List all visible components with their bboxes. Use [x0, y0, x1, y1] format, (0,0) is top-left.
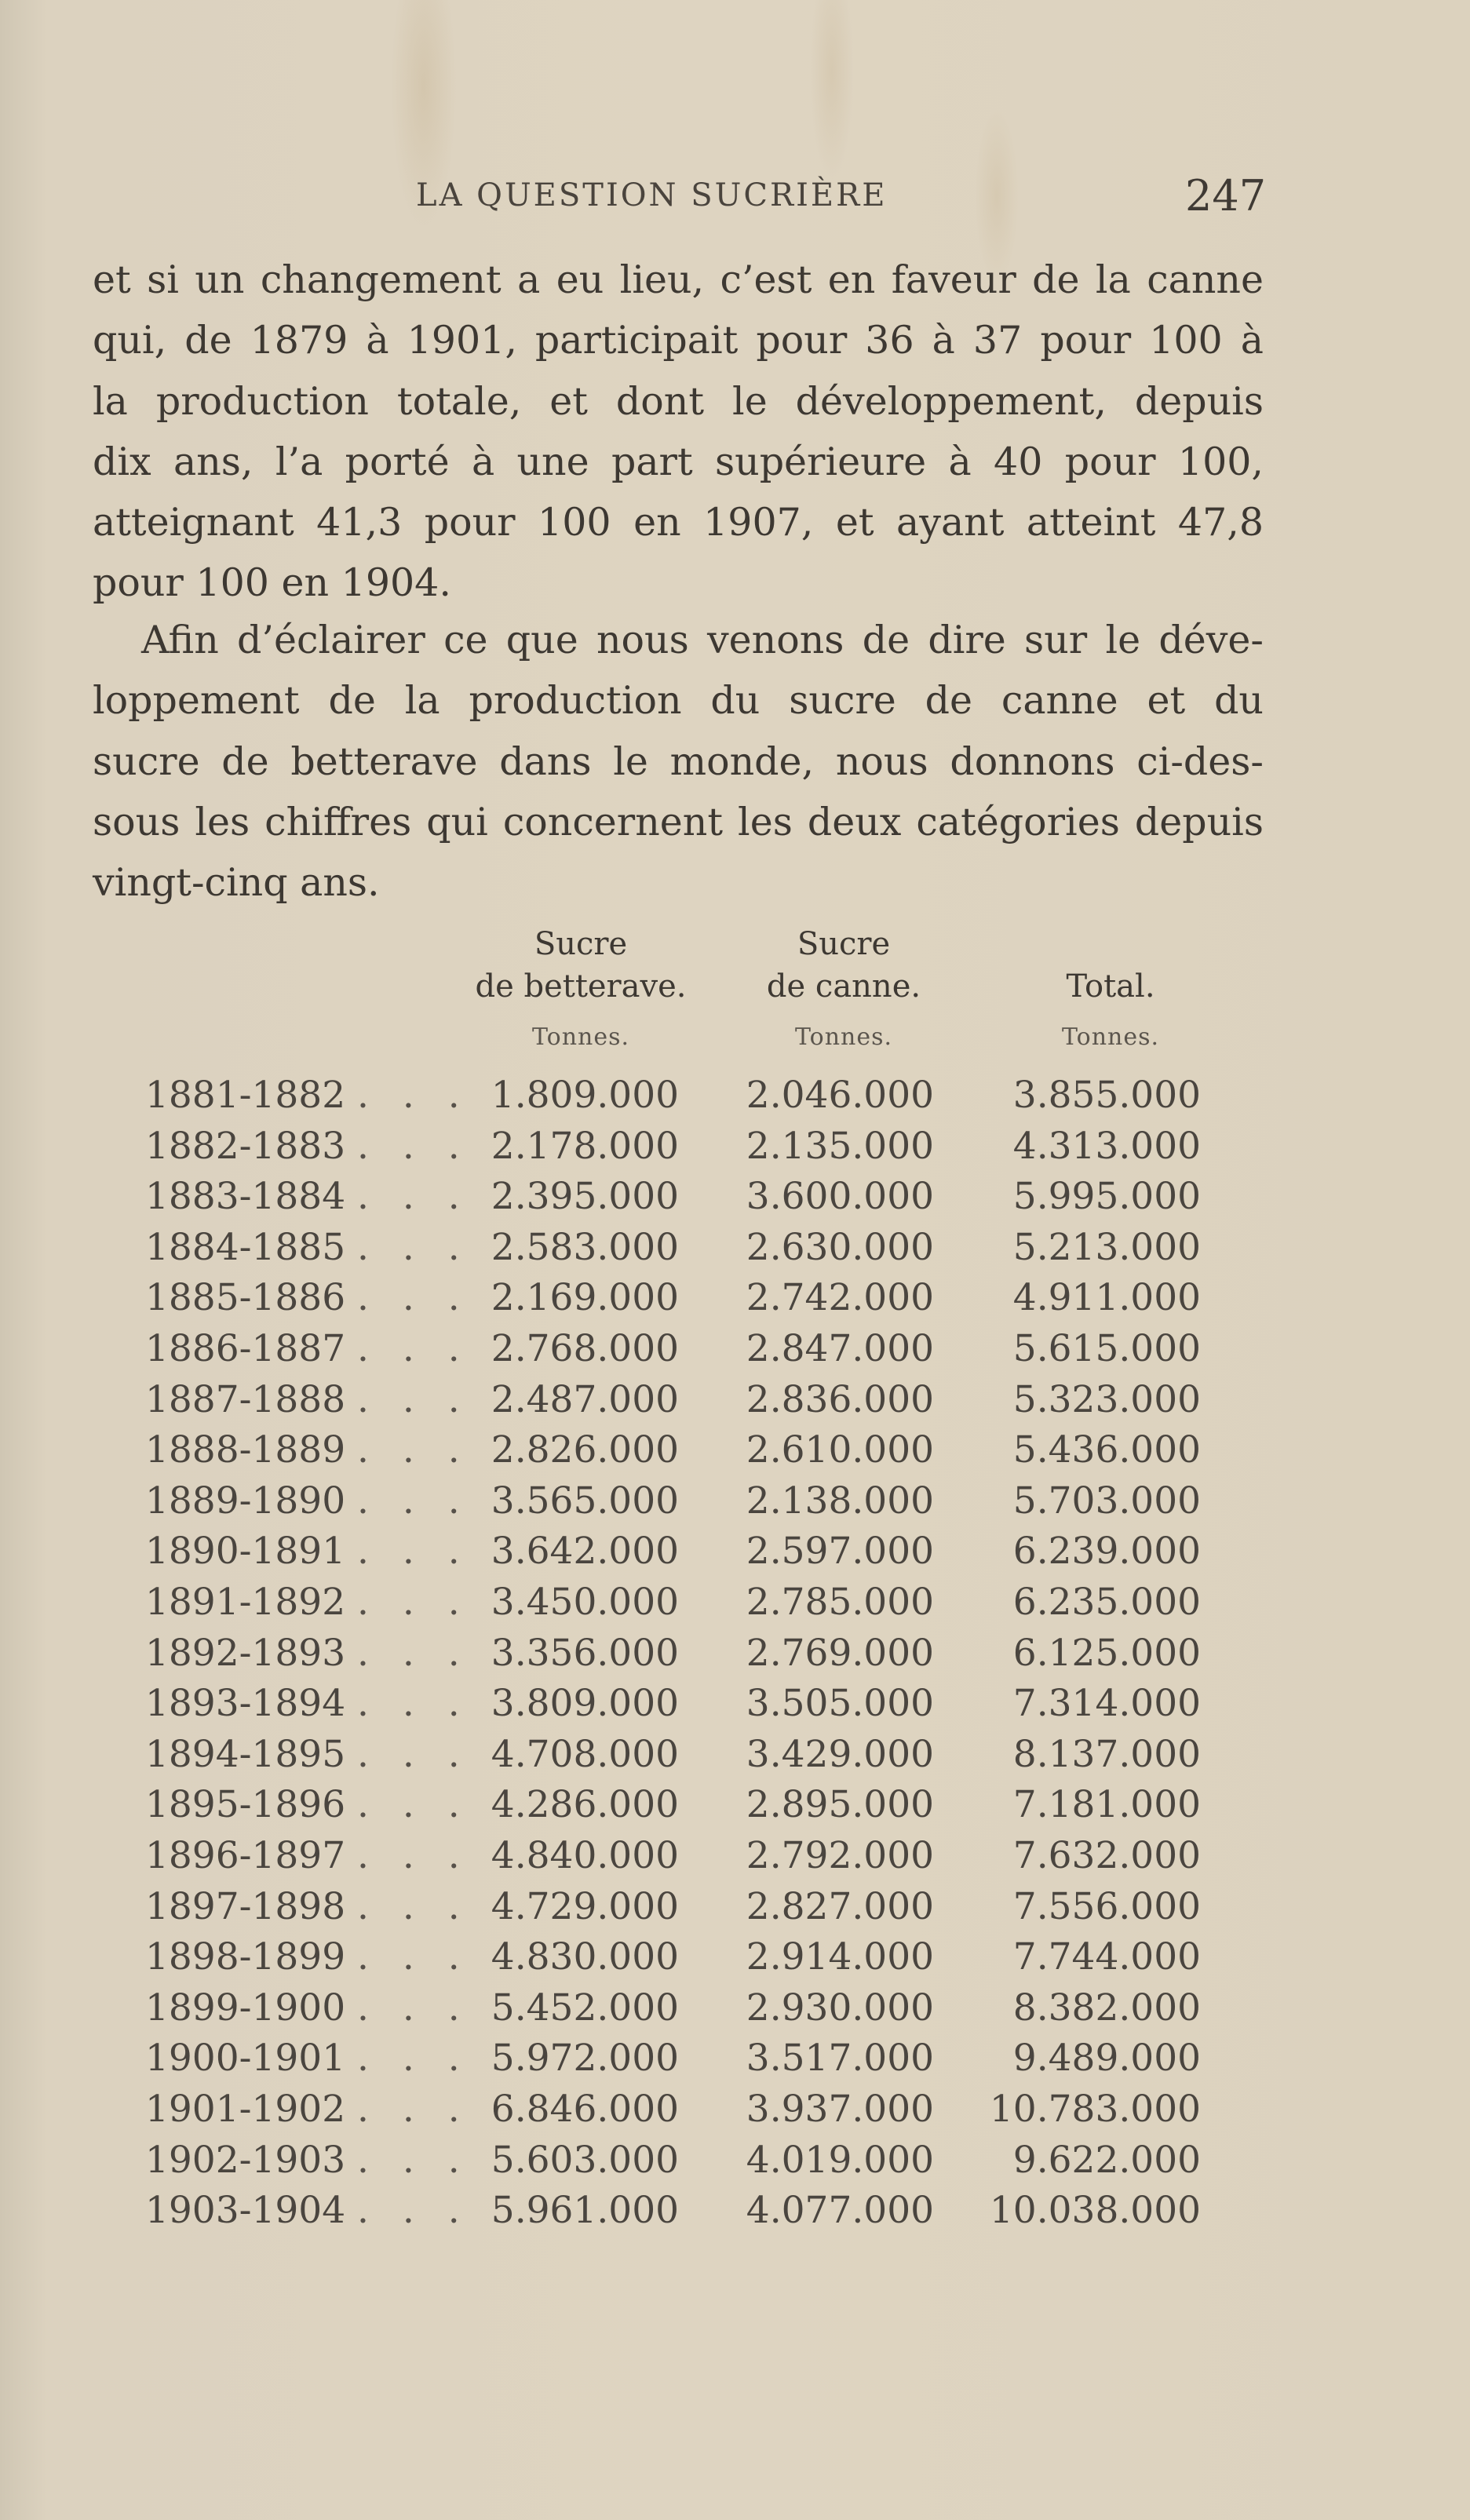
cane-sugar-cell: 2.610.000 [746, 1428, 934, 1472]
cane-sugar-cell: 2.895.000 [746, 1783, 934, 1827]
text-line: et si un changement a eu lieu, c’est en faveur de la canne [93, 257, 1264, 302]
leader-dots: . . . [357, 1124, 471, 1168]
table-row [0, 1175, 1470, 1225]
header-cane-unit: Tonnes. [794, 1023, 893, 1051]
total-cell: 7.181.000 [1012, 1783, 1201, 1827]
period-cell: 1882-1883 [145, 1124, 346, 1168]
total-cell: 7.632.000 [1012, 1834, 1201, 1877]
period-cell: 1885-1886 [145, 1276, 346, 1320]
paragraph-1 [93, 250, 1264, 614]
total-cell: 5.703.000 [1012, 1479, 1201, 1523]
paragraph-2 [93, 610, 1264, 913]
period-cell: 1881-1882 [145, 1074, 346, 1117]
cane-sugar-cell: 3.429.000 [746, 1732, 934, 1776]
header-cane-line2: de canne. [766, 968, 921, 1005]
beet-sugar-cell: 5.972.000 [491, 2037, 679, 2081]
period-cell: 1891-1892 [145, 1581, 346, 1624]
cane-sugar-cell: 4.019.000 [746, 2138, 934, 2182]
text-line: dix ans, l’a porté à une part supérieure à 40 pour 100, [93, 439, 1264, 484]
total-cell: 6.235.000 [1012, 1581, 1201, 1624]
leader-dots: . . . [357, 1074, 471, 1117]
cane-sugar-cell: 2.785.000 [746, 1581, 934, 1624]
cane-sugar-cell: 2.827.000 [746, 1884, 934, 1928]
cane-sugar-cell: 2.847.000 [746, 1327, 934, 1370]
period-cell: 1887-1888 [145, 1377, 346, 1421]
beet-sugar-cell: 3.450.000 [491, 1581, 679, 1624]
table-row [0, 1834, 1470, 1884]
page-number: 247 [1185, 171, 1267, 221]
table-row [0, 1074, 1470, 1124]
table-row [0, 1733, 1470, 1783]
period-cell: 1897-1898 [145, 1884, 346, 1928]
leader-dots: . . . [357, 1935, 471, 1979]
period-cell: 1899-1900 [145, 1986, 346, 2029]
beet-sugar-cell: 4.840.000 [491, 1834, 679, 1877]
cane-sugar-cell: 2.138.000 [746, 1479, 934, 1523]
cane-sugar-cell: 2.914.000 [746, 1935, 934, 1979]
total-cell: 7.556.000 [1012, 1884, 1201, 1928]
header-beet-unit: Tonnes. [531, 1023, 630, 1051]
period-cell: 1903-1904 [145, 2189, 346, 2233]
leader-dots: . . . [357, 1834, 471, 1877]
leader-dots: . . . [357, 1530, 471, 1574]
total-cell: 6.239.000 [1012, 1530, 1201, 1574]
cane-sugar-cell: 4.077.000 [746, 2189, 934, 2233]
period-cell: 1896-1897 [145, 1834, 346, 1877]
beet-sugar-cell: 5.603.000 [491, 2138, 679, 2182]
beet-sugar-cell: 2.768.000 [491, 1327, 679, 1370]
cane-sugar-cell: 2.769.000 [746, 1631, 934, 1675]
leader-dots: . . . [357, 1225, 471, 1269]
table-row [0, 1428, 1470, 1479]
header-cane-line1: Sucre [797, 926, 891, 962]
period-cell: 1900-1901 [145, 2037, 346, 2081]
table-row [0, 1581, 1470, 1631]
beet-sugar-cell: 6.846.000 [491, 2088, 679, 2131]
leader-dots: . . . [357, 1783, 471, 1827]
period-cell: 1884-1885 [145, 1225, 346, 1269]
running-title: LA QUESTION SUCRIÈRE [416, 177, 888, 213]
total-cell: 7.314.000 [1012, 1682, 1201, 1726]
table-row [0, 2088, 1470, 2138]
cane-sugar-cell: 2.930.000 [746, 1986, 934, 2029]
beet-sugar-cell: 4.729.000 [491, 1884, 679, 1928]
header-beet-line2: de betterave. [475, 968, 687, 1005]
header-beet-line1: Sucre [534, 926, 628, 962]
period-cell: 1894-1895 [145, 1732, 346, 1776]
leader-dots: . . . [357, 1986, 471, 2029]
text-line: sucre de betterave dans le monde, nous donnons ci-des- [93, 738, 1264, 784]
period-cell: 1883-1884 [145, 1175, 346, 1219]
leader-dots: . . . [357, 1377, 471, 1421]
header-total-unit: Tonnes. [1061, 1023, 1160, 1051]
total-cell: 10.783.000 [989, 2088, 1201, 2131]
period-cell: 1895-1896 [145, 1783, 346, 1827]
table-row [0, 1632, 1470, 1682]
cane-sugar-cell: 3.600.000 [746, 1175, 934, 1219]
beet-sugar-cell: 3.356.000 [491, 1631, 679, 1675]
beet-sugar-cell: 3.565.000 [491, 1479, 679, 1523]
cane-sugar-cell: 2.597.000 [746, 1530, 934, 1574]
text-line: sous les chiffres qui concernent les deux catégories depuis [93, 799, 1264, 844]
leader-dots: . . . [357, 1327, 471, 1370]
table-row [0, 1125, 1470, 1175]
table-row [0, 1276, 1470, 1326]
period-cell: 1886-1887 [145, 1327, 346, 1370]
total-cell: 9.622.000 [1012, 2138, 1201, 2182]
leader-dots: . . . [357, 2037, 471, 2081]
text-line: loppement de la production du sucre de canne et du [93, 678, 1264, 724]
total-cell: 5.615.000 [1012, 1327, 1201, 1370]
cane-sugar-cell: 2.046.000 [746, 1074, 934, 1117]
table-row [0, 1378, 1470, 1428]
total-cell: 5.436.000 [1012, 1428, 1201, 1472]
leader-dots: . . . [357, 2189, 471, 2233]
text-line: atteignant 41,3 pour 100 en 1907, et ayant atteint 47,8 [93, 500, 1264, 545]
table-row [0, 1783, 1470, 1833]
beet-sugar-cell: 4.830.000 [491, 1935, 679, 1979]
beet-sugar-cell: 2.178.000 [491, 1124, 679, 1168]
total-cell: 6.125.000 [1012, 1631, 1201, 1675]
cane-sugar-cell: 2.836.000 [746, 1377, 934, 1421]
total-cell: 8.137.000 [1012, 1732, 1201, 1776]
beet-sugar-cell: 2.169.000 [491, 1276, 679, 1320]
table-row [0, 1327, 1470, 1377]
header-total-line2: Total. [1066, 968, 1155, 1005]
table-row [0, 1986, 1470, 2037]
cane-sugar-cell: 2.135.000 [746, 1124, 934, 1168]
total-cell: 8.382.000 [1012, 1986, 1201, 2029]
total-cell: 7.744.000 [1012, 1935, 1201, 1979]
text-line: qui, de 1879 à 1901, participait pour 36 à 37 pour 100 à [93, 318, 1264, 363]
total-cell: 9.489.000 [1012, 2037, 1201, 2081]
table-row [0, 2037, 1470, 2087]
total-cell: 4.911.000 [1012, 1276, 1201, 1320]
leader-dots: . . . [357, 1175, 471, 1219]
cane-sugar-cell: 3.937.000 [746, 2088, 934, 2131]
leader-dots: . . . [357, 2088, 471, 2131]
period-cell: 1902-1903 [145, 2138, 346, 2182]
beet-sugar-cell: 2.826.000 [491, 1428, 679, 1472]
table-row [0, 1479, 1470, 1530]
table-row [0, 2139, 1470, 2189]
table-row [0, 1530, 1470, 1580]
beet-sugar-cell: 2.395.000 [491, 1175, 679, 1219]
leader-dots: . . . [357, 1276, 471, 1320]
text-line: pour 100 en 1904. [93, 560, 451, 606]
period-cell: 1893-1894 [145, 1682, 346, 1726]
table-row [0, 1682, 1470, 1732]
total-cell: 4.313.000 [1012, 1124, 1201, 1168]
period-cell: 1892-1893 [145, 1631, 346, 1675]
total-cell: 3.855.000 [1012, 1074, 1201, 1117]
leader-dots: . . . [357, 2138, 471, 2182]
beet-sugar-cell: 5.961.000 [491, 2189, 679, 2233]
leader-dots: . . . [357, 1428, 471, 1472]
beet-sugar-cell: 5.452.000 [491, 1986, 679, 2029]
period-cell: 1890-1891 [145, 1530, 346, 1574]
leader-dots: . . . [357, 1581, 471, 1624]
text-line: vingt-cinq ans. [93, 860, 380, 906]
leader-dots: . . . [357, 1631, 471, 1675]
cane-sugar-cell: 3.517.000 [746, 2037, 934, 2081]
leader-dots: . . . [357, 1884, 471, 1928]
cane-sugar-cell: 2.792.000 [746, 1834, 934, 1877]
table-row [0, 1226, 1470, 1276]
total-cell: 5.995.000 [1012, 1175, 1201, 1219]
running-head [0, 171, 1470, 221]
table-row [0, 1885, 1470, 1935]
beet-sugar-cell: 2.487.000 [491, 1377, 679, 1421]
table-row [0, 1935, 1470, 1986]
leader-dots: . . . [357, 1732, 471, 1776]
total-cell: 10.038.000 [989, 2189, 1201, 2233]
beet-sugar-cell: 3.809.000 [491, 1682, 679, 1726]
table-row [0, 2189, 1470, 2239]
leader-dots: . . . [357, 1479, 471, 1523]
period-cell: 1901-1902 [145, 2088, 346, 2131]
cane-sugar-cell: 2.742.000 [746, 1276, 934, 1320]
beet-sugar-cell: 1.809.000 [491, 1074, 679, 1117]
beet-sugar-cell: 4.286.000 [491, 1783, 679, 1827]
cane-sugar-cell: 2.630.000 [746, 1225, 934, 1269]
text-line: la production totale, et dont le développement, depuis [93, 378, 1264, 424]
beet-sugar-cell: 2.583.000 [491, 1225, 679, 1269]
beet-sugar-cell: 3.642.000 [491, 1530, 679, 1574]
period-cell: 1888-1889 [145, 1428, 346, 1472]
total-cell: 5.213.000 [1012, 1225, 1201, 1269]
total-cell: 5.323.000 [1012, 1377, 1201, 1421]
text-line: Afin d’éclairer ce que nous venons de dire sur le déve- [141, 618, 1264, 662]
period-cell: 1889-1890 [145, 1479, 346, 1523]
period-cell: 1898-1899 [145, 1935, 346, 1979]
beet-sugar-cell: 4.708.000 [491, 1732, 679, 1776]
leader-dots: . . . [357, 1682, 471, 1726]
cane-sugar-cell: 3.505.000 [746, 1682, 934, 1726]
